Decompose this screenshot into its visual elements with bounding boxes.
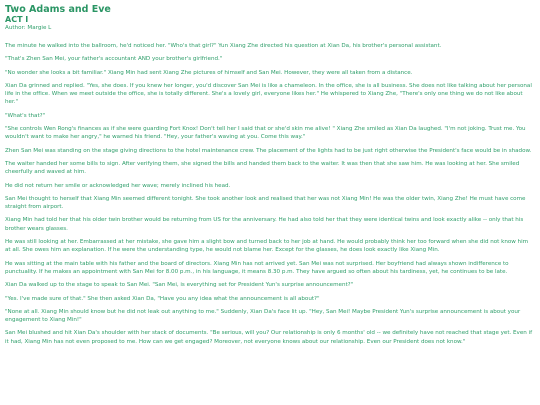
paragraph: He did not return her smile or acknowledged her wave; merely inclined his head. bbox=[5, 182, 231, 189]
paragraph: Xian Da grinned and replied. "Yes, she does. If you knew her longer, you'd discover San Mei is like a chameleon. In the office, she is all business. She does not like talking about her personal life in the office. When we meet outside the office, she is totally different. She's a lovely girl, everyone likes her." He whispered to Xiang Zhe, "There's only one thing we do not like about her." bbox=[5, 82, 532, 106]
paragraph: He was still looking at her. Embarrassed at her mistake, she gave him a slight bow and turned back to her job at hand. He would probably think her too forward when she did not know him at all. She owes him an explanation. If he were the understanding type, he would not blame her. Except for the glasses, he does look exactly like Xiang Min. bbox=[5, 239, 529, 254]
paragraph: "She controls Wen Rong's finances as if she were guarding Fort Knox! Don't tell her I said that or she'd skin me alive! " Xiang Zhe smiled as Xian Da laughed. "I'm not joking. Trust me. You wouldn't want to make her angry," he warned his friend. "Hey, your father's waving at you. Come this way." bbox=[5, 126, 526, 141]
paragraph: Zhen San Mei was standing on the stage giving directions to the hotel maintenance crew. The placement of the lights had to be just right otherwise the President's face would be in shadow. bbox=[5, 147, 532, 154]
paragraph: "That's Zhen San Mei, your father's accountant AND your brother's girlfriend." bbox=[5, 56, 223, 63]
document-title: Two Adams and Eve bbox=[5, 4, 111, 15]
paragraph: San Mei thought to herself that Xiang Min seemed different tonight. She took another look and realised that her was not Xiang Min! He was the older twin, Xiang Zhe! He must have come straight from airport. bbox=[5, 195, 526, 211]
paragraph: San Mei blushed and hit Xian Da's shoulder with her stack of documents. "Be serious, will you? Our relationship is only 6 months' old -- we definitely have not reached that stage yet. Even if it had, Xiang Min has not even proposed to me. How can we get engaged? Moreover, not everyone knows about our relationship. Even our President does not know." bbox=[5, 330, 533, 345]
paragraph: "Yes. I've made sure of that." She then asked Xian Da, "Have you any idea what the announcement is all about?" bbox=[5, 295, 320, 302]
story-body bbox=[5, 42, 535, 346]
paragraph: Xiang Min had told her that his older twin brother would be returning from US for the anniversary. He had also told her that they were identical twins and look exactly alike -- only that his brother wears glasses. bbox=[5, 217, 524, 232]
act-heading: ACT I bbox=[5, 15, 29, 24]
paragraph: "None at all. Xiang Min should know but he did not leak out anything to me." Suddenly, Xian Da's face lit up. "Hey, San Mei! Maybe President Yun's surprise announcement is about your engagement to Xiang Min!" bbox=[5, 308, 521, 324]
paragraph: "What's that?" bbox=[5, 112, 46, 119]
author-line: Author: Margie L bbox=[5, 25, 52, 31]
paragraph: The waiter handed her some bills to sign. After verifying them, she signed the bills and handed them back to the waiter. It was then that she saw him. He was looking at her. She smiled cheerfully and waved at him. bbox=[5, 160, 520, 176]
paragraph: He was sitting at the main table with his father and the board of directors. Xiang Min has not arrived yet. San Mei was not surprised. Her boyfriend had always shown indifference to punctuality. If he makes an appointment with San Mei for 8.00 p.m., in his language, it means 8.30 p.m. They have argued so often about his tardiness, yet, he continues to be late. bbox=[5, 260, 509, 275]
paragraph: The minute he walked into the ballroom, he'd noticed her. "Who's that girl?" Yun Xiang Zhe directed his question at Xian Da, his brother's personal assistant. bbox=[5, 43, 442, 49]
paragraph: Xian Da walked up to the stage to speak to San Mei. "San Mei, is everything set for President Yun's surprise announcement?" bbox=[5, 282, 354, 289]
paragraph: "No wonder she looks a bit familiar." Xiang Min had sent Xiang Zhe pictures of himself and San Mei. However, they were all taken from a distance. bbox=[5, 69, 413, 76]
